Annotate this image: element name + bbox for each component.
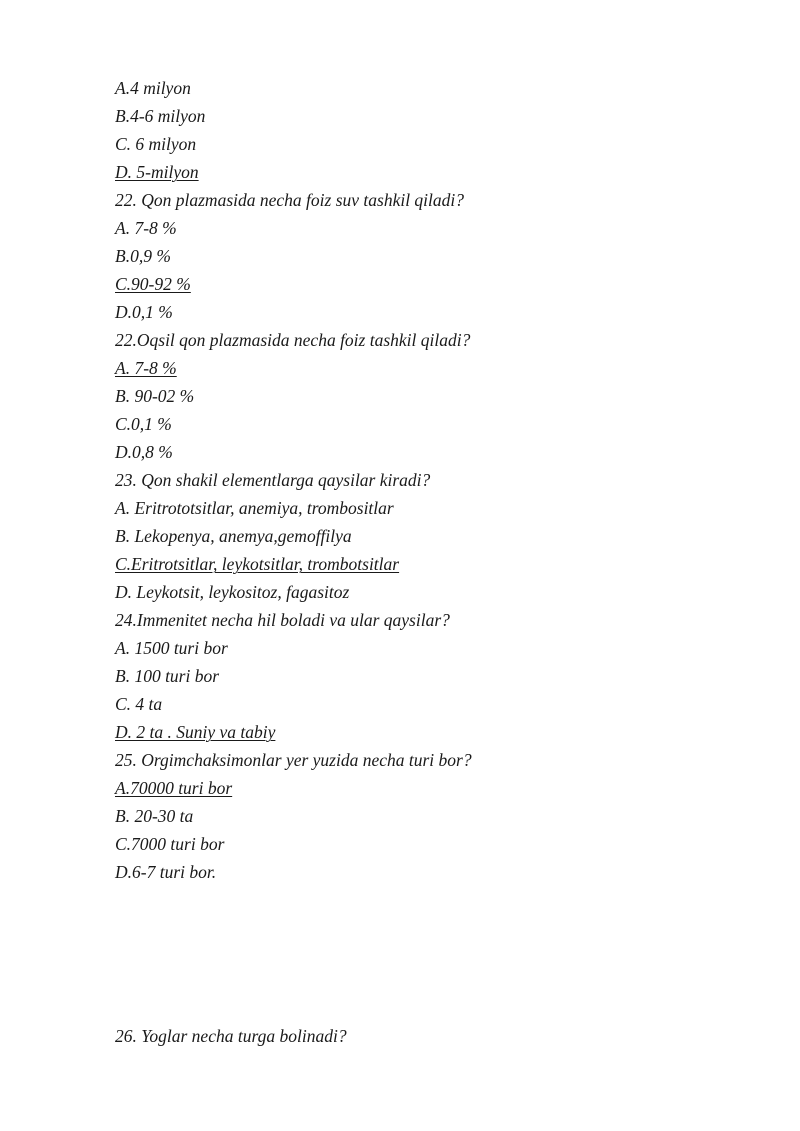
answer-option: D.6-7 turi bor. — [115, 862, 217, 882]
answer-option: B.4-6 milyon — [115, 106, 206, 126]
answer-option: B. Lekopenya, anemya,gemoffilya — [115, 526, 352, 546]
answer-option: D.0,1 % — [115, 302, 173, 322]
answer-option: C. 6 milyon — [115, 134, 197, 154]
question-text: 22. Qon plazmasida necha foiz suv tashkil qiladi? — [115, 190, 465, 210]
answer-option: C.0,1 % — [115, 414, 172, 434]
answer-option: B.0,9 % — [115, 246, 171, 266]
answer-option: A. 7-8 % — [115, 218, 177, 238]
correct-answer-option: C.Eritrotsitlar, leykotsitlar, trombotsitlar — [115, 554, 400, 574]
answer-option: C.7000 turi bor — [115, 834, 225, 854]
correct-answer-option: A.70000 turi bor — [115, 778, 233, 798]
answer-option: C. 4 ta — [115, 694, 163, 714]
answer-option: A. Eritrototsitlar, anemiya, trombositlar — [115, 498, 394, 518]
question-text: 25. Orgimchaksimonlar yer yuzida necha turi bor? — [115, 750, 472, 770]
answer-option: A. 1500 turi bor — [115, 638, 228, 658]
question-26 — [115, 1022, 755, 1050]
question-text: 26. Yoglar necha turga bolinadi? — [115, 1026, 347, 1046]
correct-answer-option: A. 7-8 % — [115, 358, 177, 378]
answer-option: D.0,8 % — [115, 442, 173, 462]
answer-option: D. Leykotsit, leykositoz, fagasitoz — [115, 582, 350, 602]
question-text: 23. Qon shakil elementlarga qaysilar kiradi? — [115, 470, 431, 490]
correct-answer-option: D. 5-milyon — [115, 162, 199, 182]
document-body — [115, 74, 755, 886]
correct-answer-option: D. 2 ta . Suniy va tabiy — [115, 722, 276, 742]
correct-answer-option: C.90-92 % — [115, 274, 191, 294]
question-text: 22.Oqsil qon plazmasida necha foiz tashkil qiladi? — [115, 330, 471, 350]
question-text: 24.Immenitet necha hil boladi va ular qaysilar? — [115, 610, 450, 630]
answer-option: B. 20-30 ta — [115, 806, 194, 826]
answer-option: A.4 milyon — [115, 78, 191, 98]
answer-option: B. 90-02 % — [115, 386, 195, 406]
answer-option: B. 100 turi bor — [115, 666, 220, 686]
